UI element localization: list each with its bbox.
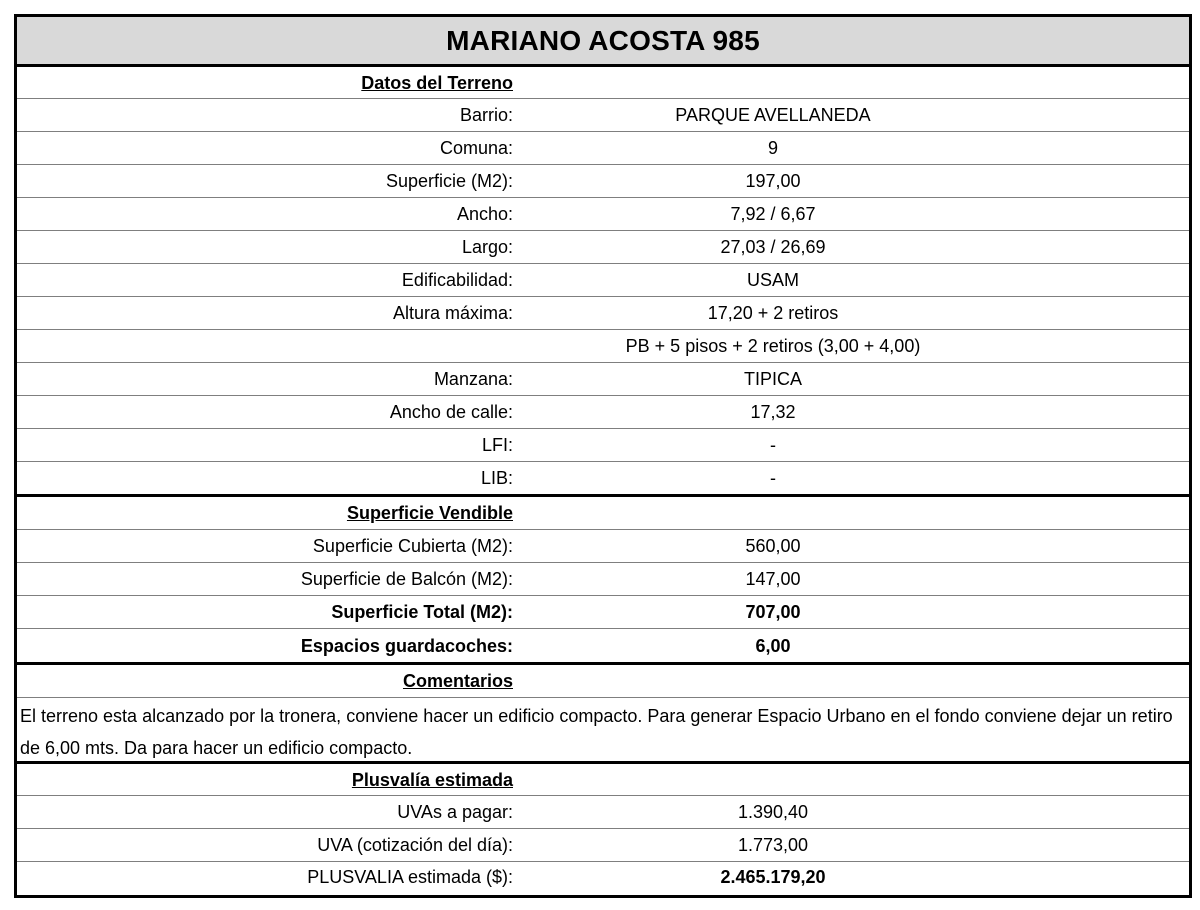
section-title: Comentarios [402,671,513,691]
field-value: 560,00 [745,536,801,556]
field-value: 17,32 [750,402,796,422]
field-label: Comuna: [439,138,513,158]
field-label: Altura máxima: [392,303,513,323]
field-value: PB + 5 pisos + 2 retiros (3,00 + 4,00) [625,336,921,356]
field-label: Ancho: [456,204,513,224]
field-value: 7,92 / 6,67 [730,204,816,224]
field-label: Superficie Cubierta (M2): [312,536,513,556]
field-label: Largo: [461,237,513,257]
field-label: Superficie (M2): [385,171,513,191]
table-row [17,264,1189,297]
table-row [17,862,1189,894]
field-value: USAM [746,270,799,290]
field-label: Manzana: [433,369,513,389]
table-row [17,99,1189,132]
field-value: PARQUE AVELLANEDA [675,105,871,125]
field-label: PLUSVALIA estimada ($): [307,867,513,887]
field-value: TIPICA [743,369,802,389]
section-header-comentarios [17,665,1189,698]
table-row [17,231,1189,264]
section-title: Superficie Vendible [346,503,513,523]
field-label: Superficie de Balcón (M2): [300,569,513,589]
field-label: Ancho de calle: [389,402,513,422]
section-header-terreno [17,67,1189,99]
table-row-total [17,596,1189,629]
field-label: LFI: [481,435,513,455]
section-header-plusvalia [17,764,1189,796]
table-row [17,363,1189,396]
field-label: Superficie Total (M2): [331,602,513,622]
table-row [17,796,1189,829]
field-label [17,330,517,362]
table-row [17,165,1189,198]
table-row [17,530,1189,563]
field-label: UVA (cotización del día): [317,835,513,855]
field-value: 147,00 [745,569,801,589]
field-value: 9 [767,138,778,158]
table-row [17,297,1189,330]
field-value: 6,00 [755,636,791,656]
table-row [17,629,1189,665]
field-label: UVAs a pagar: [397,802,513,822]
sheet-title: MARIANO ACOSTA 985 [17,17,1189,67]
table-row [17,198,1189,231]
field-value: 17,20 + 2 retiros [707,303,839,323]
field-label: Edificabilidad: [401,270,513,290]
field-label: LIB: [480,468,513,488]
table-row [17,829,1189,862]
field-value: - [770,468,776,488]
table-row [17,462,1189,497]
table-row [17,396,1189,429]
field-value: 707,00 [745,602,801,622]
section-title: Plusvalía estimada [351,770,513,790]
field-value: 1.390,40 [737,802,809,822]
section-header-vendible [17,497,1189,530]
field-value: - [770,435,776,455]
field-label: Barrio: [459,105,513,125]
table-row [17,330,1189,363]
table-row [17,132,1189,165]
property-sheet [14,14,1192,898]
field-value: 2.465.179,20 [720,867,826,887]
table-row [17,429,1189,462]
section-title: Datos del Terreno [361,73,513,93]
field-value: 1.773,00 [737,835,809,855]
field-value: 197,00 [745,171,801,191]
field-label: Espacios guardacoches: [300,636,513,656]
table-row [17,563,1189,596]
comment-text: El terreno esta alcanzado por la tronera, conviene hacer un edificio compacto. Para generar Espacio Urbano en el fondo conviene dejar un retiro de 6,00 mts. Da para hacer un edificio compacto. [17,698,1189,764]
field-value: 27,03 / 26,69 [720,237,826,257]
